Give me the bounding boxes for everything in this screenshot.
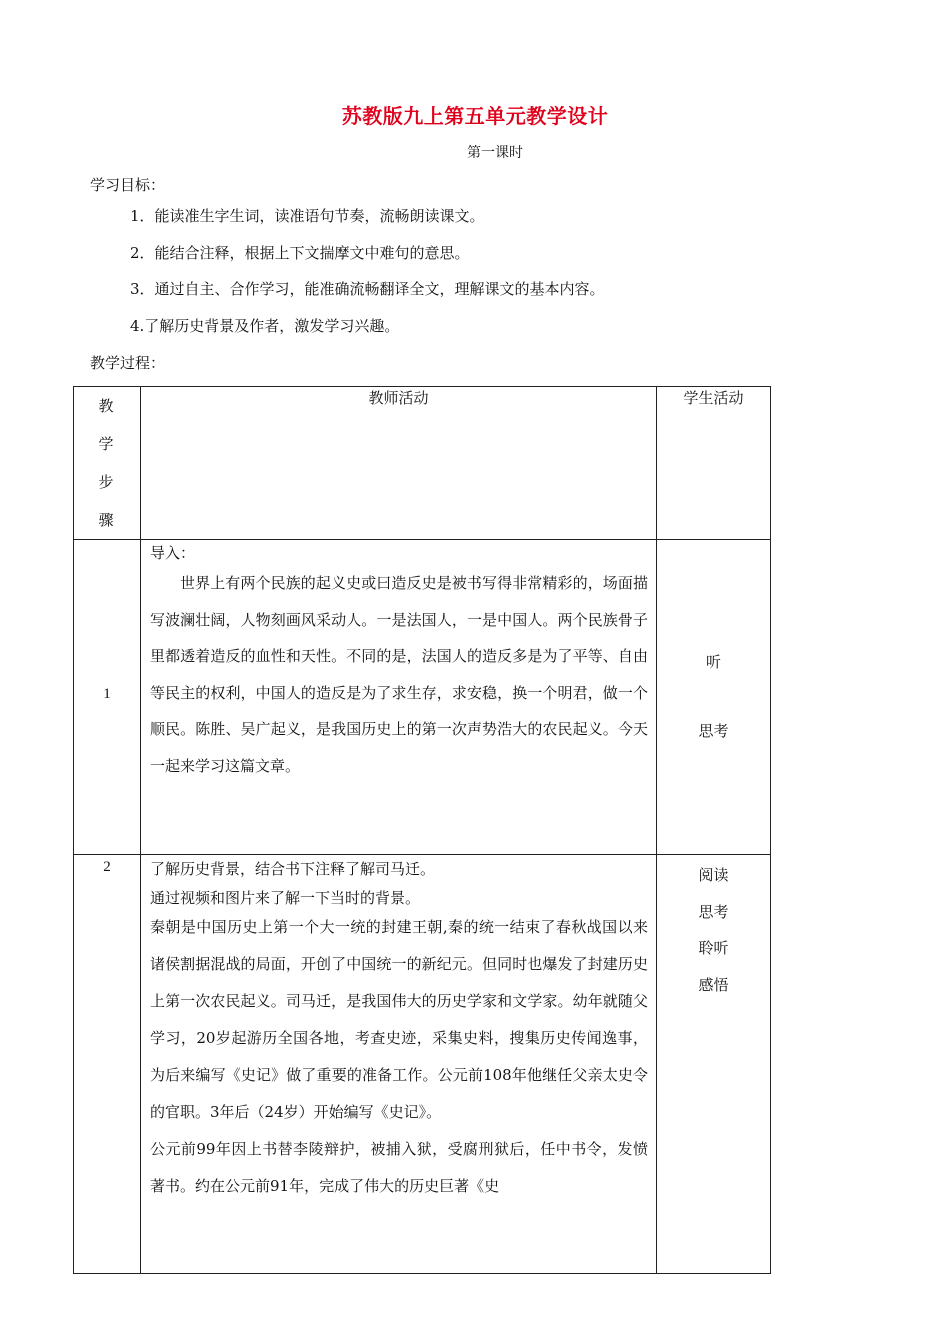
table-header-row: [74, 387, 771, 540]
step-number: 1: [74, 540, 141, 855]
objective-item: 2．能结合注释，根据上下文揣摩文中难句的意思。: [130, 243, 470, 262]
teacher-activity-cell: [141, 855, 657, 1274]
process-heading: 教学过程：: [90, 354, 166, 372]
objective-item: 4.了解历史背景及作者，激发学习兴趣。: [130, 316, 400, 335]
header-teacher-activity: 教师活动: [141, 387, 657, 540]
student-activity-item: 思考: [698, 722, 729, 740]
student-activity-cell: [657, 855, 771, 1274]
step-number: 2: [74, 855, 141, 1274]
objectives-heading: 学习目标：: [90, 176, 166, 194]
student-activity-item: 聆听: [698, 939, 729, 957]
student-activity-item: 感悟: [698, 975, 729, 994]
header-teaching-step: 教 学 步 骤: [74, 387, 141, 540]
header-student-activity: 学生活动: [657, 387, 771, 540]
table-row: [74, 855, 771, 1274]
author-paragraph: 公元前99年因上书替李陵辩护，被捕入狱，受腐刑狱后，任中书令，发愤著书。约在公元前91年，完成了伟大的历史巨著《史: [150, 1140, 648, 1195]
student-activity-item: 思考: [698, 902, 729, 921]
teaching-process-table: [73, 386, 771, 1274]
student-activity-item: 阅读: [698, 866, 729, 884]
teacher-instruction: 了解历史背景，结合书下注释了解司马迁。: [150, 860, 436, 878]
objective-item: 3．通过自主、合作学习，能准确流畅翻译全文，理解课文的基本内容。: [130, 280, 605, 298]
objective-item: 1．能读准生字生词，读准语句节奏，流畅朗读课文。: [130, 207, 485, 225]
lesson-subtitle: 第一课时: [467, 145, 523, 161]
objectives-list: [130, 205, 605, 351]
student-activity-item: 听: [705, 653, 721, 671]
intro-label: 导入：: [150, 544, 196, 562]
teacher-activity-cell: [141, 540, 657, 855]
teacher-instruction: 通过视频和图片来了解一下当时的背景。: [150, 889, 421, 907]
intro-paragraph: 世界上有两个民族的起义史或曰造反史是被书写得非常精彩的，场面描写波澜壮阔，人物刻画风采动人。一是法国人，一是中国人。两个民族骨子里都透着造反的血性和天性。不同的是，法国人的造反多是为了平等、自由等民主的权利，中国人的造反是为了求生存，求安稳，换一个明君，做一个顺民。陈胜、吴广起义，是我国历史上的第一次声势浩大的农民起义。今天一起来学习这篇文章。: [150, 574, 648, 775]
student-activity-cell: [657, 540, 771, 855]
document-title: 苏教版九上第五单元教学设计: [341, 104, 609, 128]
background-paragraph: 秦朝是中国历史上第一个大一统的封建王朝,秦的统一结束了春秋战国以来诸侯割据混战的局面，开创了中国统一的新纪元。但同时也爆发了封建历史上第一次农民起义。司马迁，是我国伟大的历史学家和文学家。幼年就随父学习，20岁起游历全国各地，考查史迹，采集史料，搜集历史传闻逸事，为后来编写《史记》做了重要的准备工作。公元前108年他继任父亲太史令的官职。3年后（24岁）开始编写《史记》。: [150, 918, 648, 1121]
table-row: [74, 540, 771, 855]
